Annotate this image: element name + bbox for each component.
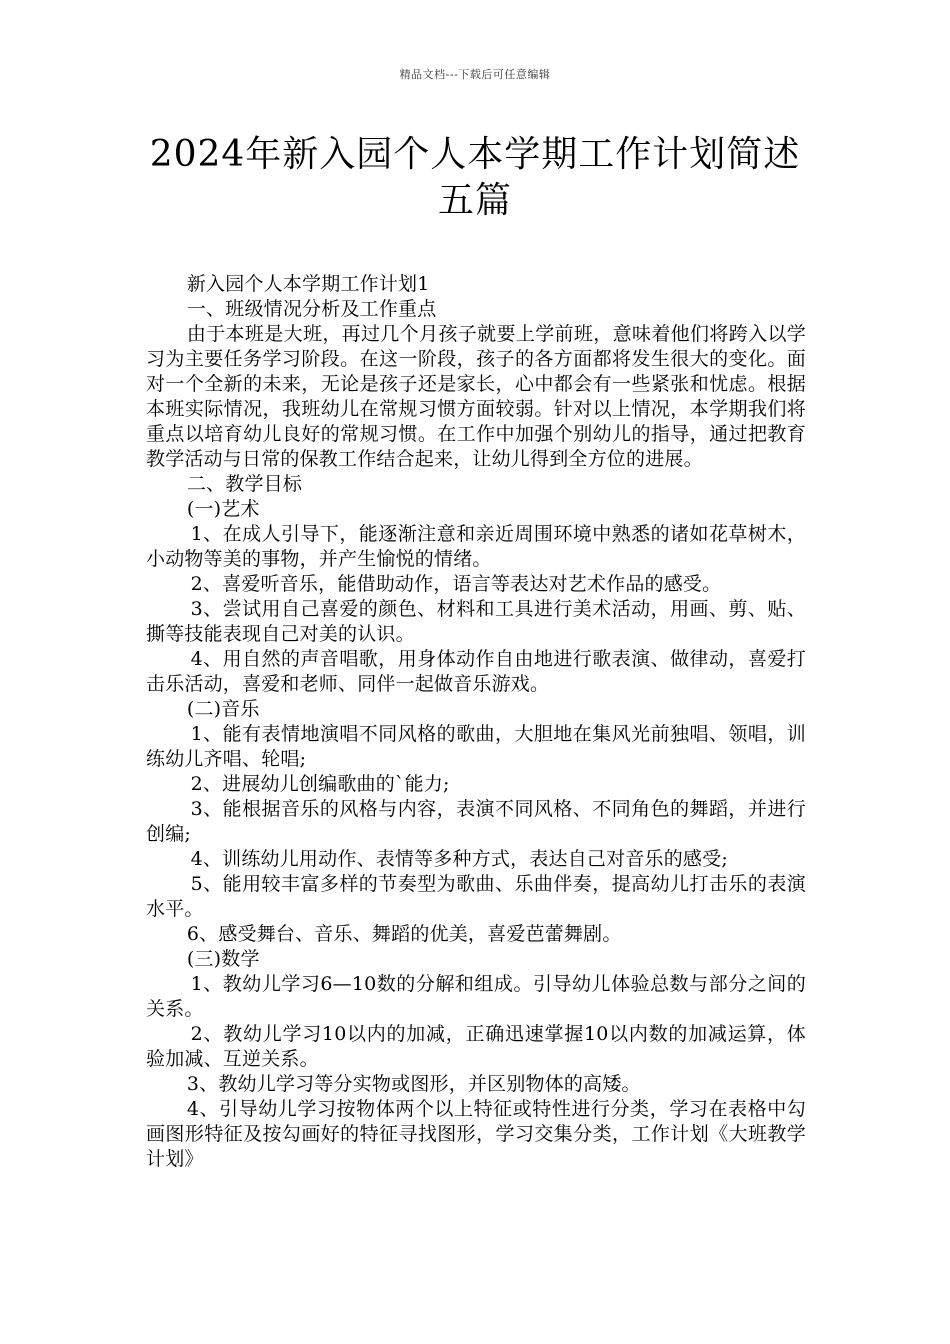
list-item-math-1: 1、教幼儿学习6—10数的分解和组成。引导幼儿体验总数与部分之间的关系。 (146, 973, 806, 1020)
list-item-music-2: 2、进展幼儿创编歌曲的`能力; (190, 773, 450, 795)
list-item-music-1: 1、能有表情地演唱不同风格的歌曲，大胆地在集风光前独唱、领唱，训练幼儿齐唱、轮唱; (146, 723, 806, 770)
document-title: 2024年新入园个人本学期工作计划简述五篇 (149, 134, 801, 221)
section-heading-class-analysis: 一、班级情况分析及工作重点 (186, 298, 437, 320)
subheading-math: (三)数学 (186, 948, 260, 970)
list-item-math-3: 3、教幼儿学习等分实物或图形，并区别物体的高矮。 (186, 1073, 641, 1095)
list-item-art-4: 4、用自然的声音唱歌，用身体动作自由地进行歌表演、做律动，喜爱打击乐活动，喜爱和老师、同伴一起做音乐游戏。 (146, 648, 806, 695)
paragraph-class-analysis: 由于本班是大班，再过几个月孩子就要上学前班，意味着他们将跨入以学习为主要任务学习阶段。在这一阶段，孩子的各方面都将发生很大的变化。面对一个全新的未来，无论是孩子还是家长，心中都会有一些紧张和忧虑。根据本班实际情况，我班幼儿在常规习惯方面较弱。针对以上情况，本学期我们将重点以培育幼儿良好的常规习惯。在工作中加强个别幼儿的指导，通过把教育教学活动与日常的保教工作结合起来，让幼儿得到全方位的进展。 (146, 323, 806, 470)
list-item-music-4: 4、训练幼儿用动作、表情等多种方式，表达自己对音乐的感受; (190, 848, 728, 870)
list-item-art-3: 3、尝试用自己喜爱的颜色、材料和工具进行美术活动，用画、剪、贴、撕等技能表现自己对美的认识。 (146, 598, 806, 645)
list-item-art-1: 1、在成人引导下，能逐渐注意和亲近周围环境中熟悉的诸如花草树木，小动物等美的事物，并产生愉悦的情绪。 (146, 523, 806, 570)
list-item-math-4: 4、引导幼儿学习按物体两个以上特征或特性进行分类，学习在表格中勾画图形特征及按勾画好的特征寻找图形，学习交集分类，工作计划《大班教学计划》 (146, 1098, 806, 1170)
list-item-math-2: 2、教幼儿学习10以内的加减，正确迅速掌握10以内数的加减运算，体验加减、互逆关系。 (146, 1023, 806, 1070)
list-item-music-6: 6、感受舞台、音乐、舞蹈的优美，喜爱芭蕾舞剧。 (186, 923, 622, 945)
list-item-art-2: 2、喜爱听音乐，能借助动作，语言等表达对艺术作品的感受。 (190, 573, 722, 595)
subheading-art: (一)艺术 (186, 498, 260, 520)
list-item-music-5: 5、能用较丰富多样的节奏型为歌曲、乐曲伴奏，提高幼儿打击乐的表演水平。 (146, 873, 806, 920)
section-heading-teaching-goals: 二、教学目标 (186, 473, 303, 495)
document-body (146, 272, 806, 1172)
plan-heading: 新入园个人本学期工作计划1 (186, 273, 430, 295)
page-header: 精品文档---下载后可任意编辑 (399, 68, 551, 81)
list-item-music-3: 3、能根据音乐的风格与内容，表演不同风格、不同角色的舞蹈，并进行创编; (146, 798, 806, 845)
subheading-music: (二)音乐 (186, 698, 260, 720)
